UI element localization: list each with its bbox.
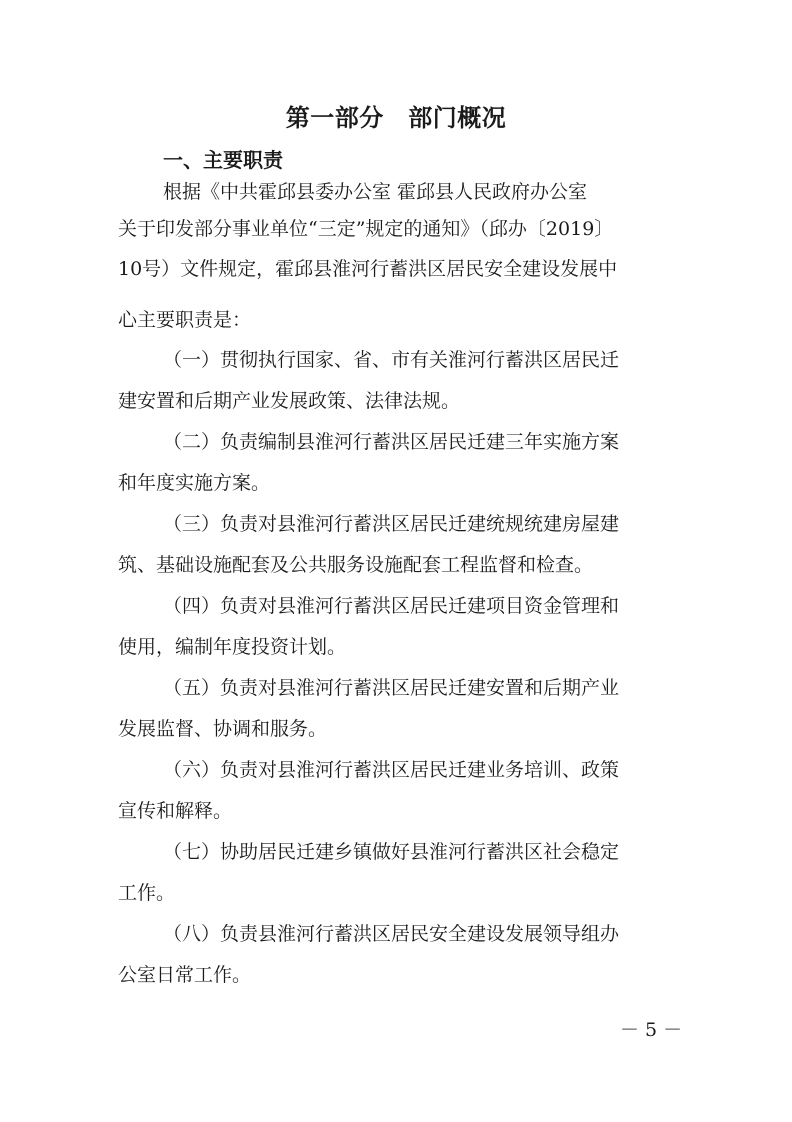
duty-line: （五）负责对县淮河行蓄洪区居民迁建安置和后期产业 [163,677,620,699]
duty-line: 发展监督、协调和服务。 [118,718,328,740]
duty-line: 建安置和后期产业发展政策、法律法规。 [118,390,461,412]
duty-line: （八）负责县淮河行蓄洪区居民安全建设发展领导组办 [163,923,620,945]
intro-line: 关于印发部分事业单位“三定”规定的通知》（邱办〔2019〕 [118,218,614,240]
section-heading: 一、主要职责 [163,148,283,172]
duty-line: 使用，编制年度投资计划。 [118,636,347,658]
duty-line: （二）负责编制县淮河行蓄洪区居民迁建三年实施方案 [163,431,620,453]
duty-line: （四）负责对县淮河行蓄洪区居民迁建项目资金管理和 [163,595,620,617]
page-number: － 5 － [620,1019,683,1041]
duty-line: （六）负责对县淮河行蓄洪区居民迁建业务培训、政策 [163,759,620,781]
duty-line: 筑、基础设施配套及公共服务设施配套工程监督和检查。 [118,554,594,576]
duty-line: （一）贯彻执行国家、省、市有关淮河行蓄洪区居民迁 [163,349,620,371]
intro-line: 10号）文件规定，霍邱县淮河行蓄洪区居民安全建设发展中 [118,258,618,280]
duty-line: 和年度实施方案。 [118,472,271,494]
duty-line: （三）负责对县淮河行蓄洪区居民迁建统规统建房屋建 [163,513,620,535]
intro-line: 根据《中共霍邱县委办公室 霍邱县人民政府办公室 [163,181,588,203]
duty-line: （七）协助居民迁建乡镇做好县淮河行蓄洪区社会稳定 [163,841,620,863]
duty-line: 公室日常工作。 [118,964,252,986]
page-title: 第一部分 部门概况 [285,104,507,132]
duty-line: 宣传和解释。 [118,800,233,822]
intro-line: 心主要职责是： [118,309,252,331]
duty-line: 工作。 [118,882,176,904]
